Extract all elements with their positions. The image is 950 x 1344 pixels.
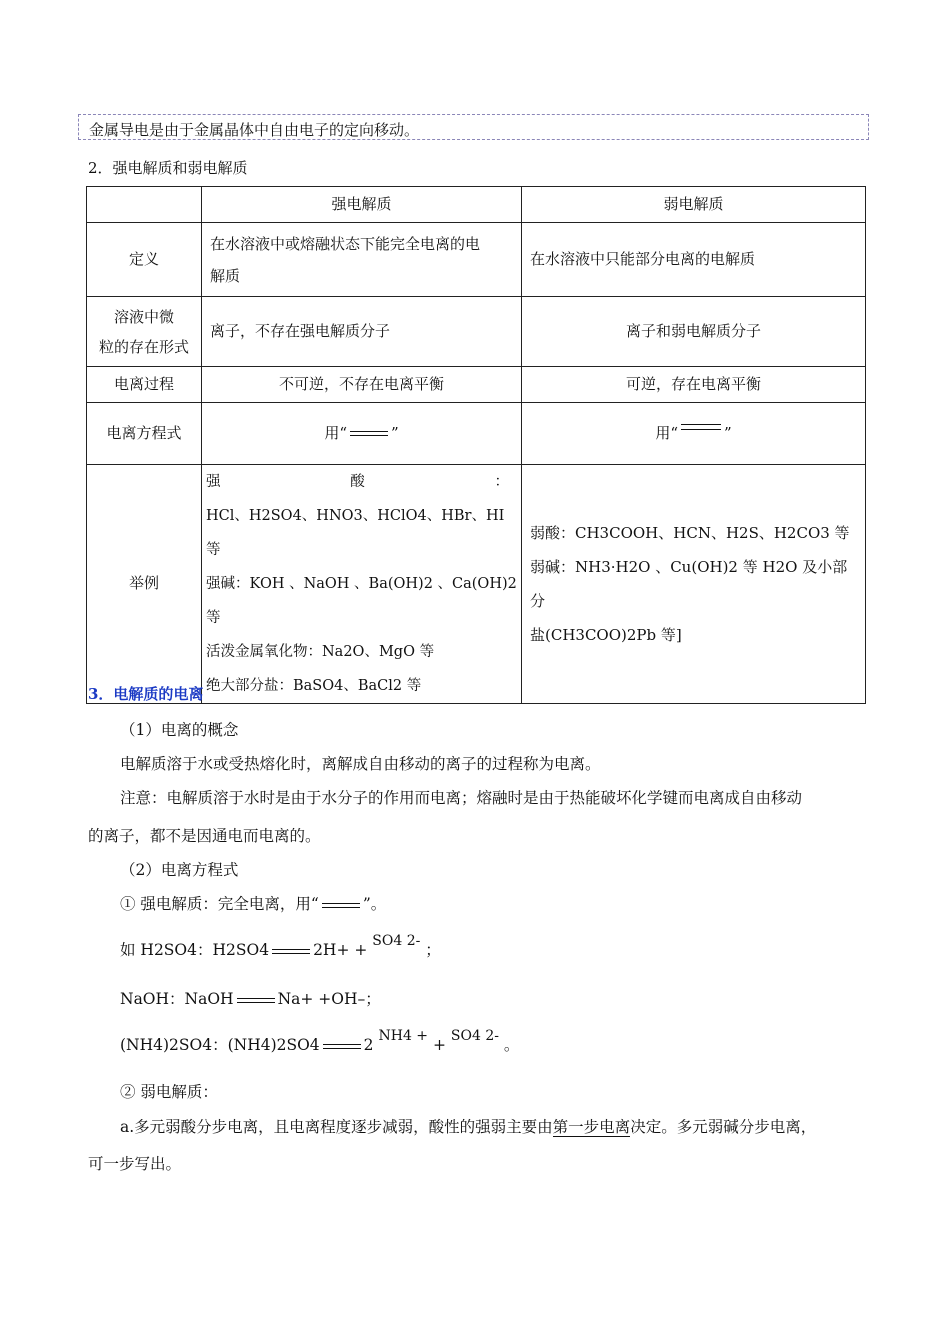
- strong-acid-heading-c: ：: [494, 474, 509, 490]
- sulfate-ion: SO4 2-: [372, 933, 421, 949]
- eq2-post: Na+ +OH–；: [277, 990, 381, 1008]
- subheading-concept: （1）电离的概念: [120, 721, 239, 739]
- equals-sign-icon: [323, 1044, 361, 1049]
- paragraph-polyprotic-line1: [120, 1115, 816, 1137]
- weak-base-list-line1: 弱碱：NH3·H2O 、Cu(OH)2 等 H2O 及小部分: [530, 558, 848, 610]
- definition-strong-line2: 解质: [210, 266, 241, 285]
- row-label-particles: [87, 297, 202, 367]
- equation-weak-post: ”: [724, 423, 732, 442]
- eq2-pre: NaOH：NaOH: [120, 990, 234, 1008]
- eq1-pre: 如 H2SO4：H2SO4: [120, 941, 270, 959]
- sulfate-ion: SO4 2-: [450, 1028, 499, 1044]
- paragraph-note-line1: 注意：电解质溶于水时是由于水分子的作用而电离；熔融时是由于热能破坏化学键而电离成自由移动: [120, 789, 803, 807]
- strong-base-list: 强碱：KOH 、NaOH 、Ba(OH)2 、Ca(OH)2: [206, 576, 517, 592]
- equals-sign-icon: [350, 431, 388, 436]
- electrolyte-table: [86, 186, 866, 704]
- note-box: [78, 114, 869, 140]
- table-row-definition: [87, 223, 866, 297]
- p3a-pre: a.多元弱酸分步电离，且电离程度逐步减弱，酸性的强弱主要由: [120, 1118, 553, 1136]
- table-row-particles: [87, 297, 866, 367]
- strong-line-pre: ① 强电解质：完全电离，用“: [120, 895, 319, 913]
- weak-acid-list: 弱酸：CH3COOH、HCN、H2S、H2CO3 等: [530, 524, 850, 542]
- strong-acid-heading-a: 强: [206, 474, 221, 490]
- section-2-title: 2．强电解质和弱电解质: [88, 159, 248, 177]
- row-label-examples: 举例: [87, 465, 202, 704]
- paragraph-polyprotic-line2: 可一步写出。: [88, 1155, 182, 1173]
- note-box-text: 金属导电是由于金属晶体中自由电子的定向移动。: [89, 121, 420, 139]
- table-corner: [87, 187, 202, 223]
- strong-electrolyte-line: [120, 892, 386, 914]
- eq1-mid: 2H+ +: [313, 941, 368, 959]
- strong-acid-list: HCl、H2SO4、HNO3、HClO4、HBr、HI 等: [206, 508, 505, 558]
- equals-sign-icon: [237, 998, 275, 1003]
- table-row-process: [87, 367, 866, 403]
- row-label-particles-line2: 粒的存在形式: [98, 337, 189, 356]
- examples-weak: [522, 465, 866, 704]
- equation-strong-post: ”: [391, 423, 399, 442]
- equation-weak: [522, 403, 866, 465]
- equals-sign-icon: [322, 903, 360, 908]
- table-row-equation: [87, 403, 866, 465]
- eq3-plus: +: [432, 1036, 446, 1054]
- ammonium-ion: NH4 +: [378, 1028, 429, 1044]
- reversible-arrow-icon: [681, 424, 721, 432]
- eq3-mid: 2: [363, 1036, 374, 1054]
- row-label-equation: 电离方程式: [87, 403, 202, 465]
- equals-sign-icon: [272, 949, 310, 954]
- equation-weak-pre: 用“: [655, 423, 678, 442]
- strong-acid-heading-b: 酸: [350, 474, 365, 490]
- eq3-post: 。: [503, 1036, 520, 1054]
- definition-strong-line1: 在水溶液中或熔融状态下能完全电离的电: [210, 234, 481, 253]
- strong-line-post: ”。: [362, 895, 387, 913]
- weak-electrolyte-title: ② 弱电解质：: [120, 1083, 218, 1101]
- weak-base-list-line2: 盐(CH3COO)2Pb 等]: [530, 626, 682, 644]
- process-strong: 不可逆，不存在电离平衡: [202, 367, 522, 403]
- process-weak: 可逆，存在电离平衡: [522, 367, 866, 403]
- col-strong-header: 强电解质: [202, 187, 522, 223]
- eq1-post: ；: [425, 941, 441, 959]
- strong-base-tail: 等: [206, 610, 221, 626]
- p3a-post: 决定。多元弱碱分步电离，: [630, 1118, 817, 1136]
- row-label-process: 电离过程: [87, 367, 202, 403]
- salt-list: 绝大部分盐：BaSO4、BaCl2 等: [206, 678, 422, 694]
- eq3-pre: (NH4)2SO4：(NH4)2SO4: [120, 1036, 320, 1054]
- table-header-row: [87, 187, 866, 223]
- strong-acid-heading: [206, 465, 517, 499]
- paragraph-concept: 电解质溶于水或受热熔化时，离解成自由移动的离子的过程称为电离。: [120, 755, 601, 773]
- definition-weak: 在水溶液中只能部分电离的电解质: [522, 223, 866, 297]
- equation-nh4-2so4: [120, 1028, 520, 1055]
- table-row-examples: [87, 465, 866, 704]
- equation-h2so4: [120, 933, 441, 960]
- particles-weak: 离子和弱电解质分子: [522, 297, 866, 367]
- row-label-definition: 定义: [87, 223, 202, 297]
- examples-strong: [202, 465, 522, 704]
- equation-strong: [202, 403, 522, 465]
- paragraph-note-line2: 的离子，都不是因通电而电离的。: [88, 827, 321, 845]
- particles-strong: 离子，不存在强电解质分子: [202, 297, 522, 367]
- equation-strong-pre: 用“: [324, 423, 347, 442]
- row-label-particles-line1: 溶液中微: [113, 307, 174, 326]
- oxide-list: 活泼金属氧化物：Na2O、MgO 等: [206, 644, 435, 660]
- definition-strong: [202, 223, 522, 297]
- equation-naoh: [120, 987, 381, 1009]
- col-weak-header: 弱电解质: [522, 187, 866, 223]
- subheading-equation: （2）电离方程式: [120, 861, 239, 879]
- underlined-first-step: 第一步电离: [552, 1118, 631, 1136]
- section-3-title: 3．电解质的电离: [88, 685, 204, 703]
